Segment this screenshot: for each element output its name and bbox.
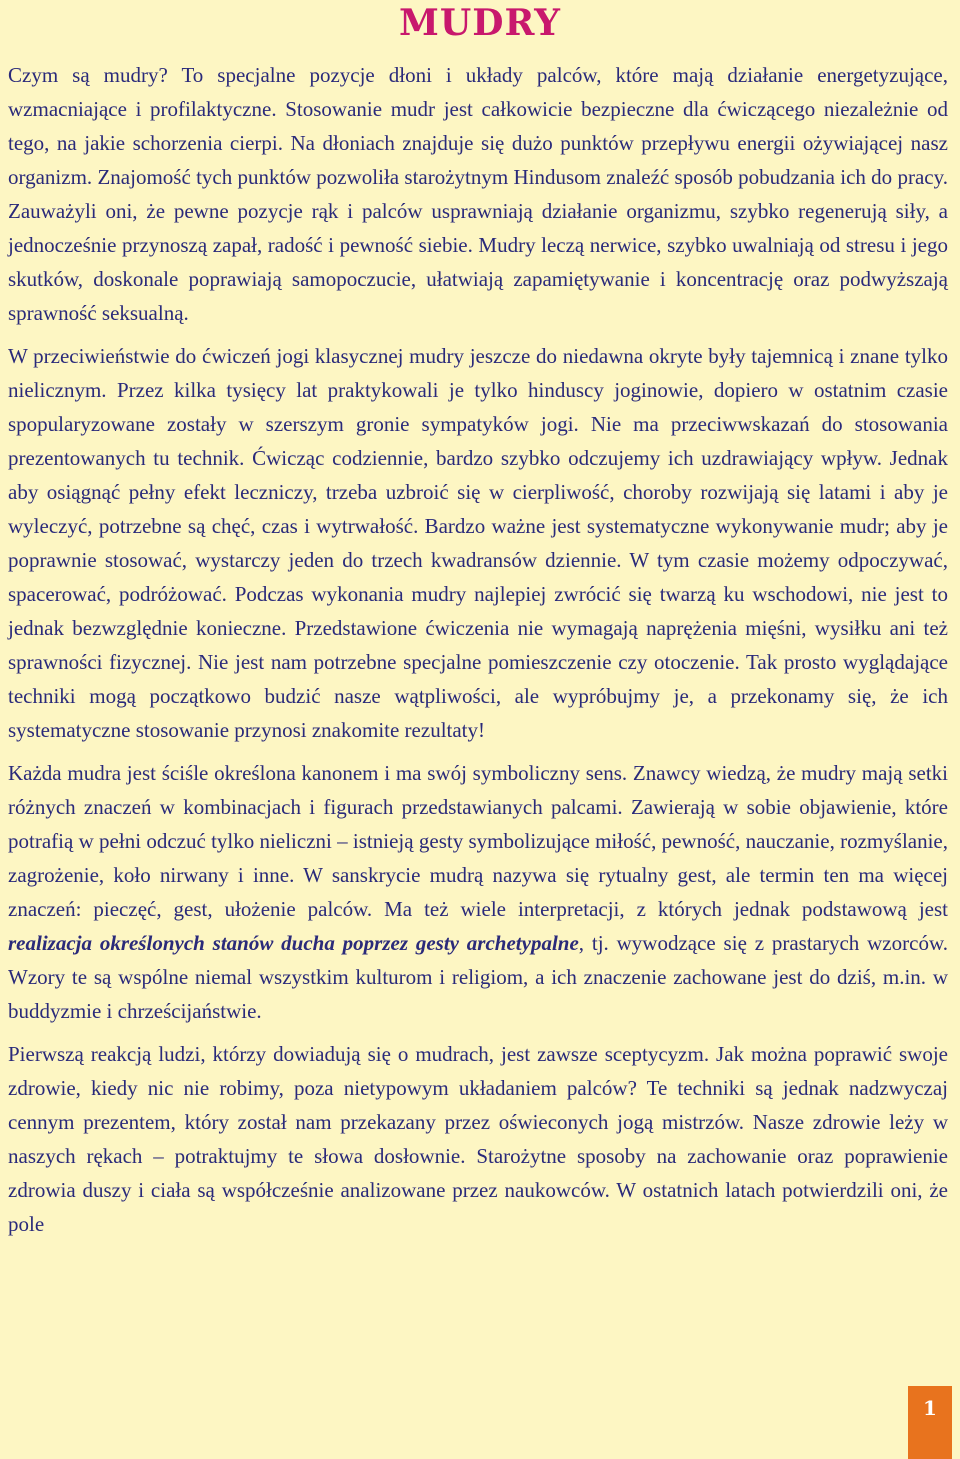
paragraph-intro: Czym są mudry? To specjalne pozycje dłoni i układy palców, które mają działanie energetyzujące, wzmacniające i profilaktyczne. Stosowanie mudr jest całkowicie bezpieczne dla ćwiczącego niezależnie od tego, na jakie schorzenia cierpi. Na dłoniach znajduje się dużo punktów przepływu energii ożywiającej nasz organizm. Znajomość tych punktów pozwoliła starożytnym Hindusom znaleźć sposób pobudzania ich do pracy. Zauważyli oni, że pewne pozycje rąk i palców usprawniają działanie organizmu, szybko regenerują siły, a jednocześnie przynoszą zapał, radość i pewność siebie. Mudry leczą nerwice, szybko uwalniają od stresu i jego skutków, doskonale poprawiają samopoczucie, ułatwiają zapamiętywanie i koncentrację oraz podwyższają sprawność seksualną. — [8, 63, 948, 325]
paragraph-symbolism — [8, 756, 948, 1028]
page-number-tab: 1 — [908, 1386, 952, 1459]
paragraph-symbolism-after: , tj. wywodzące się z prastarych wzorców. Wzory te są wspólne niemal wszystkim kulturom i religiom, a ich znaczenie zachowane jest do dziś, m.in. w buddyzmie i chrześcijaństwie. — [8, 931, 948, 1023]
paragraph-symbolism-emphasis: realizacja określonych stanów ducha poprzez gesty archetypalne — [8, 931, 579, 955]
paragraph-symbolism-before: Każda mudra jest ściśle określona kanonem i ma swój symboliczny sens. Znawcy wiedzą, że mudry mają setki różnych znaczeń w kombinacjach i figurach przedstawianych palcami. Zawierają w sobie objawienie, które potrafią w pełni odczuć tylko nieliczni – istnieją gesty symbolizujące miłość, pewność, nauczanie, rozmyślanie, zagrożenie, koło nirwany i inne. W sanskrycie mudrą nazywa się rytualny gest, ale termin ten ma więcej znaczeń: pieczęć, gest, ułożenie palców. Ma też wiele interpretacji, z których jednak podstawową jest — [8, 761, 948, 921]
paragraph-history: W przeciwieństwie do ćwiczeń jogi klasycznej mudry jeszcze do niedawna okryte były tajemnicą i znane tylko nielicznym. Przez kilka tysięcy lat praktykowali je tylko hinduscy joginowie, dopiero w ostatnim czasie spopularyzowane zostały w szerszym gronie sympatyków jogi. Nie ma przeciwwskazań do stosowania prezentowanych tu technik. Ćwicząc codziennie, bardzo szybko odczujemy ich uzdrawiający wpływ. Jednak aby osiągnąć pełny efekt leczniczy, trzeba uzbroić się w cierpliwość, choroby rozwijają się latami i aby je wyleczyć, potrzebne są chęć, czas i wytrwałość. Bardzo ważne jest systematyczne wykonywanie mudr; aby je poprawnie stosować, wystarczy jeden do trzech kwadransów dziennie. W tym czasie możemy odpoczywać, spacerować, podróżować. Podczas wykonania mudry najlepiej zwrócić się twarzą ku wschodowi, nie jest to jednak bezwzględnie konieczne. Przedstawione ćwiczenia nie wymagają naprężenia mięśni, wysiłku ani też sprawności fizycznej. Nie jest nam potrzebne specjalne pomieszczenie czy otoczenie. Tak prosto wyglądające techniki mogą początkowo budzić nasze wątpliwości, ale wypróbujmy je, a przekonamy się, że ich systematyczne stosowanie przynosi znakomite rezultaty! — [8, 344, 948, 742]
paragraph-skepticism: Pierwszą reakcją ludzi, którzy dowiadują się o mudrach, jest zawsze sceptycyzm. Jak można poprawić swoje zdrowie, kiedy nic nie robimy, poza nietypowym układaniem palców? Te techniki są jednak nadzwyczaj cennym prezentem, który został nam przekazany przez oświeconych jogą mistrzów. Nasze zdrowie leży w naszych rękach – potraktujmy te słowa dosłownie. Starożytne sposoby na zachowanie oraz poprawienie zdrowia duszy i ciała są współcześnie analizowane przez naukowców. W ostatnich latach potwierdzili oni, że pole — [8, 1042, 948, 1236]
article-body — [8, 58, 948, 1250]
page-title: MUDRY — [399, 2, 561, 44]
